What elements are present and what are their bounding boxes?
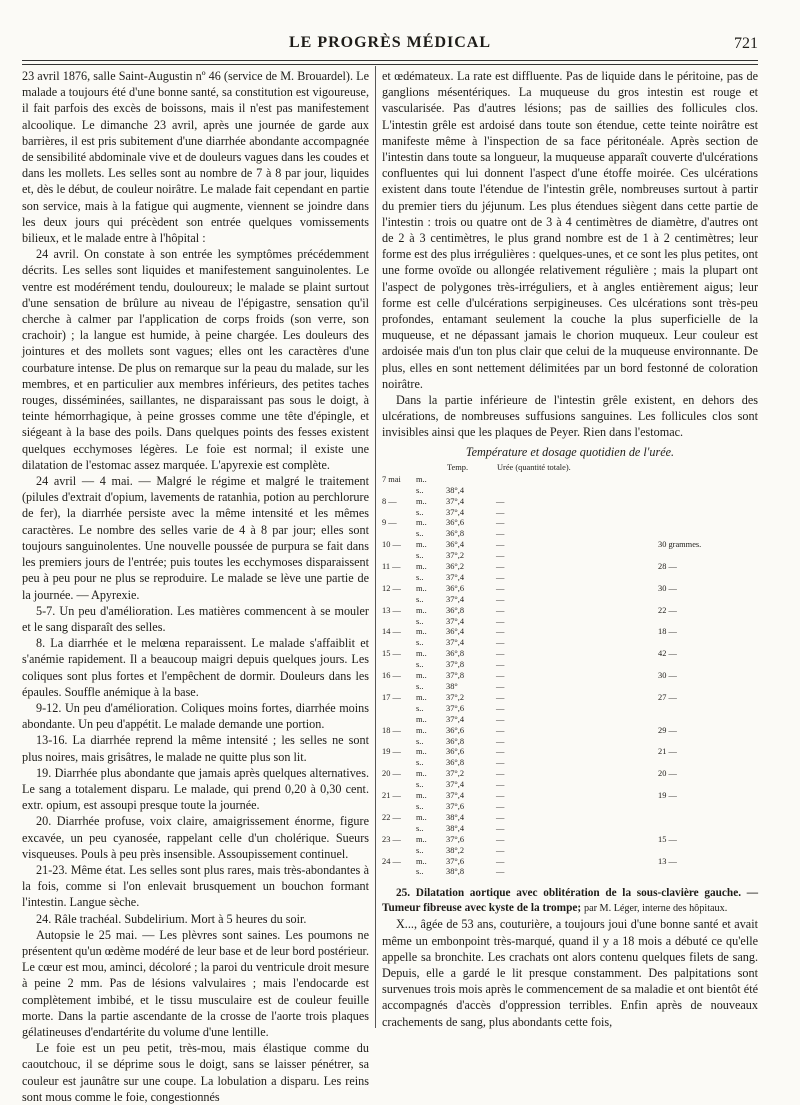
table-cell-g [658, 508, 758, 519]
column-header-urea: Urée (quantité totale). [497, 462, 571, 472]
table-cell-temp: 37°,4 [446, 780, 465, 790]
table-cell-temp: 37°,2 [446, 551, 465, 561]
table-cell-temp: 37°,4 [446, 496, 465, 506]
table-cell-g [658, 715, 758, 726]
table-cell-t: m.. [416, 856, 427, 866]
table-cell-urea: — [496, 812, 505, 822]
table-cell-t: s.. [416, 823, 424, 833]
journal-title: LE PROGRÈS MÉDICAL [288, 34, 492, 51]
table-cell-urea: — [496, 791, 505, 801]
paragraph: 13-16. La diarrhée reprend la même intensité ; les selles ne sont plus noires, mais grisâtres, le malade ne quitte plus son lit. [22, 733, 369, 764]
table-cell-day: 22 — [382, 812, 401, 822]
right-column [382, 68, 758, 1030]
table-cell-day [382, 551, 416, 562]
table-cell-t: s.. [416, 682, 424, 691]
table-cell-day: 19 — [382, 747, 401, 757]
table-row [382, 693, 758, 704]
table-row [382, 617, 758, 628]
table-cell-t: s.. [416, 758, 424, 768]
table-cell-g [658, 529, 758, 540]
table-cell-day [382, 595, 416, 606]
case-number: 25. [396, 887, 411, 900]
table-cell-urea: — [496, 801, 505, 811]
table-row [382, 508, 758, 519]
table-cell-t: m.. [416, 562, 427, 572]
page-header [22, 34, 758, 58]
table-cell-urea: — [496, 725, 505, 735]
table-cell-temp: 36°,6 [446, 583, 465, 593]
table-row [382, 529, 758, 540]
table-row [382, 747, 758, 758]
table-cell-temp: 37°,6 [446, 834, 465, 844]
table-cell-t: m.. [416, 725, 427, 735]
table-row [382, 682, 758, 693]
table-cell-temp: 37°,6 [446, 703, 465, 713]
table-cell-urea: — [496, 714, 505, 724]
table-cell-temp: 37°,8 [446, 660, 465, 670]
column-header-temp: Temp. [447, 462, 469, 472]
table-cell-urea: — [496, 594, 505, 604]
table-row [382, 726, 758, 737]
paragraph: 24. Râle trachéal. Subdelirium. Mort à 5 heures du soir. [36, 911, 307, 926]
table-cell-urea: — [496, 692, 505, 702]
page-number: 721 [734, 35, 758, 52]
table-cell-t: m.. [416, 747, 427, 757]
table-cell-temp: 36°,4 [446, 540, 465, 550]
table-cell-g [658, 846, 758, 857]
table-cell-g [658, 638, 758, 649]
table-cell-urea: — [496, 616, 505, 626]
table-row [382, 584, 758, 595]
table-cell-day [382, 846, 416, 857]
table-cell-temp: 37°,2 [446, 692, 465, 702]
table-cell-day [382, 529, 416, 540]
table-cell-g [658, 758, 758, 769]
table-row [382, 802, 758, 813]
table-cell-day [382, 758, 416, 769]
table-cell-g: 29 — [658, 725, 677, 735]
table-row [382, 769, 758, 780]
table-cell-temp: 37°,4 [446, 638, 465, 648]
table-cell-temp: 38° [446, 682, 458, 691]
table-cell-urea: — [496, 518, 505, 528]
table-cell-t: s.. [416, 660, 424, 670]
table-row [382, 671, 758, 682]
table-cell-t: m.. [416, 540, 427, 550]
table-cell-t: s.. [416, 638, 424, 648]
table-cell-urea: — [496, 649, 505, 659]
table-cell-urea: — [496, 780, 505, 790]
table-cell-g: 18 — [658, 627, 677, 637]
table-cell-temp: 36°,8 [446, 605, 465, 615]
table-cell-day [382, 704, 416, 715]
table-cell-day [382, 573, 416, 584]
table-cell-g [658, 518, 758, 529]
table-cell-temp: 37°,4 [446, 572, 465, 582]
table-cell-t: s.. [416, 507, 424, 517]
table-cell-urea: — [496, 703, 505, 713]
table-cell-day [382, 867, 416, 878]
table-cell-temp: 36°,8 [446, 758, 465, 768]
table-cell-temp: 38°,4 [446, 485, 465, 495]
table-cell-temp: 37°,4 [446, 714, 465, 724]
column-divider [375, 66, 376, 1028]
table-row [382, 497, 758, 508]
table-cell-urea: — [496, 671, 505, 681]
table-cell-g: 30 — [658, 671, 677, 681]
table-cell-t: m.. [416, 769, 427, 779]
table-cell-urea: — [496, 605, 505, 615]
table-cell-day [382, 638, 416, 649]
header-rule [22, 60, 758, 65]
table-cell-day: 16 — [382, 671, 401, 681]
table-cell-t: m.. [416, 812, 427, 822]
table-row [382, 780, 758, 791]
table-cell-urea: — [496, 660, 505, 670]
table-row [382, 813, 758, 824]
table-row [382, 475, 758, 486]
table-cell-urea: — [496, 769, 505, 779]
table-cell-g [658, 737, 758, 748]
table-cell-t: s.. [416, 572, 424, 582]
table-cell-t: m.. [416, 671, 427, 681]
table-cell-urea: — [496, 638, 505, 648]
table-cell-g: 20 — [658, 769, 677, 779]
table-cell-t: m.. [416, 649, 427, 659]
table-cell-urea: — [496, 867, 505, 877]
table-cell-urea: — [496, 834, 505, 844]
table-cell-temp: 37°,4 [446, 791, 465, 801]
table-cell-urea: — [496, 627, 505, 637]
table-title: Température et dosage quotidien de l'urée. [465, 444, 675, 459]
case-title: Dilatation aortique avec oblitération de la sous-clavière gauche. — Tumeur fibreuse avec kyste de la trompe; [382, 887, 759, 914]
table-cell-temp: 36°,6 [446, 747, 465, 757]
table-cell-temp: 38°,2 [446, 845, 465, 855]
table-cell-temp: 36°,8 [446, 736, 465, 746]
table-cell-g [658, 573, 758, 584]
table-cell-urea: — [496, 682, 505, 691]
table-cell-temp: 37°,8 [446, 671, 465, 681]
table-cell-urea: — [496, 736, 505, 746]
table-cell-urea [496, 486, 658, 497]
table-cell-g: 28 — [658, 562, 677, 572]
table-cell-urea: — [496, 758, 505, 768]
table-cell-urea: — [496, 856, 505, 866]
table-cell-day: 11 — [382, 562, 401, 572]
table-row [382, 715, 758, 726]
table-cell-urea: — [496, 507, 505, 517]
table-cell-urea: — [496, 562, 505, 572]
table-cell-temp: 37°,6 [446, 856, 465, 866]
table-cell-g [658, 475, 758, 486]
table-cell-day: 13 — [382, 605, 401, 615]
table-cell-g: 27 — [658, 692, 677, 702]
paragraph: 24 avril — 4 mai. — Malgré le régime et malgré le traitement (pilules d'extrait d'opium, lavements de ratanhia, potion au perchlorure de fer), la diarrhée persiste avec la même intensité et les mêmes caractères. Le nombre des selles varie de 4 à 8 par jour; elles sont toujours sanguinolentes. Une nouvelle poussée de purpura se fait dans les premiers jours de l'entrée; puis toutes les ecchymoses disparaissent peu à peu pour ne plus se reproduire. Le malade se lève une partie de la journée. — Apyrexie. [22, 474, 369, 602]
table-cell-temp: 38°,4 [446, 823, 465, 833]
table-cell-temp: 36°,6 [446, 518, 465, 528]
table-cell-urea: — [496, 529, 505, 539]
case-author: par M. Léger, interne des hôpitaux. [583, 902, 728, 914]
table-cell-urea [496, 475, 658, 486]
table-cell-day [382, 508, 416, 519]
table-cell-day: 21 — [382, 791, 401, 801]
paragraph: 24 avril. On constate à son entrée les symptômes précédemment décrits. Les selles sont liquides et manifestement sanguinolentes. Le ventre est modérément tendu, douloureux; le malade se plaint surtout d'une sensation de brûlure au niveau de l'épigastre, sensation qu'il cherche à calmer par l'application de corps froids (son verre, son crachoir) ; la langue est humide, à peine chargée. Les douleurs des jointures et des mollets sont vagues; elles ont les caractères d'une courbature intense. De plus on remarque sur la peau du malade, sur les membres, et en particulier aux membres inférieurs, des petites taches rouges, disséminées, saillantes, ne disparaissant pas sous le doigt, à teinte hémorrhagique, à peine grosses comme une tête d'épingle, et siégeant à la base des poils. Dans quelques points des fesses existent quelques ecchymoses légères. Le foie est normal; il existe une dilatation de l'estomac assez marquée. L'apyrexie est complète. [22, 247, 369, 472]
table-cell-day [382, 486, 416, 497]
table-cell-day: 23 — [382, 834, 401, 844]
table-row [382, 846, 758, 857]
table-cell-day: 24 — [382, 856, 401, 866]
table-cell-t: m.. [416, 518, 427, 528]
table-cell-g [658, 824, 758, 835]
table-cell-day [382, 617, 416, 628]
left-column [22, 68, 369, 1105]
paragraph: Autopsie le 25 mai. — Les plèvres sont saines. Les poumons ne présentent qu'un œdème modéré de leur base et de leur bord postérieur. Le cœur est mou, aminci, décoloré ; la paroi du ventricule droit mesure à peine 2 mm. Pas de lésions valvulaires ; mais l'endocarde est complètement imbibé, et le tissu musculaire est de couleur feuille morte. Dans la partie ascendante de la crosse de l'aorte trois plaques gélatineuses d'endartérite du volume d'une lentille. [22, 927, 369, 1039]
table-cell-t: m.. [416, 791, 427, 801]
table-cell-g [658, 551, 758, 562]
table-cell-t: m.. [416, 834, 427, 844]
table-cell-urea: — [496, 572, 505, 582]
table-cell-day: 18 — [382, 725, 401, 735]
table-cell-urea: — [496, 845, 505, 855]
table-cell-g [658, 780, 758, 791]
table-cell-urea: — [496, 747, 505, 757]
table-cell-day [382, 715, 416, 726]
table-row [382, 835, 758, 846]
table-cell-day [382, 737, 416, 748]
table-row [382, 660, 758, 671]
table-cell-urea: — [496, 551, 505, 561]
table-row [382, 540, 758, 551]
table-cell-day [382, 824, 416, 835]
table-header-row [382, 462, 758, 475]
table-cell-day: 17 — [382, 692, 401, 702]
table-cell-temp [446, 475, 496, 486]
table-cell-t: s.. [416, 736, 424, 746]
case-heading [382, 886, 758, 916]
table-row [382, 551, 758, 562]
table-cell-g: 15 — [658, 834, 677, 844]
paragraph: 23 avril 1876, salle Saint-Augustin nº 46 (service de M. Brouardel). Le malade a toujours été d'une bonne santé, sa constitution est vigoureuse, il fait parfois des excès de boissons, mais il n'est pas manifestement alcoolique. Le dimanche 23 avril, après une journée de garde aux barrières, il est pris subitement d'une diarrhée abondante accompagnée de sensibilité abdominale vive et de douleurs vagues dans les coudes et dans les mollets. Les selles sont au nombre de 7 à 8 par jour, liquides et, dès le début, de couleur noirâtre. Le malade fait cependant en partie son service, mais à la fatigue qui augmente, viennent se joindre dans les deux jours qui précèdent son entrée quelques vomissements bilieux, et le malade entre à l'hôpital : [22, 69, 369, 246]
table-cell-t: s.. [416, 867, 424, 877]
table-cell-day: 15 — [382, 649, 401, 659]
table-cell-day [382, 660, 416, 671]
table-cell-t: s.. [416, 616, 424, 626]
table-cell-t: s.. [416, 594, 424, 604]
paragraph: 9-12. Un peu d'amélioration. Coliques moins fortes, diarrhée moins abondante. Un peu d'appétit. Le malade demande une portion. [22, 700, 369, 732]
table-row [382, 486, 758, 497]
table-cell-g [658, 497, 758, 508]
table-cell-g [658, 682, 758, 693]
table-cell-g: 21 — [658, 747, 677, 757]
table-row [382, 638, 758, 649]
table-cell-temp: 37°,6 [446, 801, 465, 811]
table-cell-temp: 36°,6 [446, 725, 465, 735]
table-cell-t: s.. [416, 801, 424, 811]
table-row [382, 791, 758, 802]
table-cell-day: 14 — [382, 627, 401, 637]
table-cell-t: s.. [416, 703, 424, 713]
table-cell-urea: — [496, 496, 505, 506]
table-row [382, 627, 758, 638]
table-cell-g: 13 — [658, 856, 677, 866]
table-cell-urea: — [496, 823, 505, 833]
table-cell-g [658, 617, 758, 628]
table-cell-day: 20 — [382, 769, 401, 779]
table-cell-temp: 36°,8 [446, 529, 465, 539]
table-row [382, 649, 758, 660]
table-cell-temp: 38°,8 [446, 867, 465, 877]
table-row [382, 857, 758, 868]
table-cell-t: m.. [416, 627, 427, 637]
table-cell-g: 30 grammes. [658, 540, 702, 550]
paragraph: 19. Diarrhée plus abondante que jamais après quelques alternatives. Le sang a totalement disparu. Le malade, qui prend 0,20 à 0,30 cent. extr. opium, est assoupi presque toute la journée. [22, 765, 369, 813]
table-cell-urea: — [496, 583, 505, 593]
table-cell-g: 22 — [658, 605, 677, 615]
table-cell-t: s.. [416, 485, 424, 495]
table-row [382, 562, 758, 573]
table-row [382, 595, 758, 606]
table-cell-t: m.. [416, 605, 427, 615]
paragraph: 8. La diarrhée et le melœna reparaissent. Le malade s'affaiblit et s'anémie rapidement. Il a beaucoup maigri depuis quelques jours. Les coliques sont plus fortes et l'empêchent de dormir. Douleurs dans les épaules. Souffle anémique à la base. [22, 636, 369, 699]
table-cell-day [382, 780, 416, 791]
table-cell-g [658, 660, 758, 671]
table-cell-g: 42 — [658, 649, 677, 659]
paragraph: 5-7. Un peu d'amélioration. Les matières commencent à se mouler et le sang disparaît des selles. [22, 603, 369, 634]
table-cell-t: s.. [416, 529, 424, 539]
table-row [382, 824, 758, 835]
table-body [382, 475, 758, 879]
table-row [382, 606, 758, 617]
table-cell-g [658, 802, 758, 813]
table-cell-temp: 37°,4 [446, 507, 465, 517]
table-cell-g: 19 — [658, 791, 677, 801]
table-cell-day [382, 682, 416, 693]
table-cell-g [658, 813, 758, 824]
table-cell-day: 10 — [382, 540, 401, 550]
table-cell-temp: 36°,2 [446, 562, 465, 572]
paragraph: X..., âgée de 53 ans, couturière, a toujours joui d'une bonne santé et avait même un embonpoint très-marqué, quand il y a 18 mois a débuté ce qu'elle appelle sa bronchite. Les crachats ont alors contenu quelques filets de sang. Depuis, elle a gardé le lit presque constamment. Des palpitations sont survenues trois mois après le commencement de sa maladie et ont bientôt été accompagnés d'accès d'oppression terribles. Enfin après de nouveaux crachements de sang, plus abondants cette fois, [382, 917, 758, 1029]
table-cell-t: m.. [416, 714, 427, 724]
table-cell-day: 12 — [382, 583, 401, 593]
table-cell-g: 30 — [658, 583, 677, 593]
table-row [382, 867, 758, 878]
table-row [382, 573, 758, 584]
table-cell-temp: 36°,8 [446, 649, 465, 659]
table-cell-t: m.. [416, 692, 427, 702]
table-cell-g [658, 486, 758, 497]
table-cell-t: s.. [416, 845, 424, 855]
table-row [382, 518, 758, 529]
table-cell-temp: 37°,4 [446, 594, 465, 604]
table-cell-t: m.. [416, 496, 427, 506]
paragraph: 21-23. Même état. Les selles sont plus rares, mais très-abondantes à la fois, comme si l'on enlevait brusquement un bouchon formant l'intestin. Langue sèche. [22, 862, 369, 910]
table-cell-temp: 37°,4 [446, 616, 465, 626]
table-cell-t: s.. [416, 551, 424, 561]
table-cell-day: 9 — [382, 518, 397, 528]
paragraph: et œdémateux. La rate est diffluente. Pas de liquide dans le péritoine, pas de ganglions mésentériques. La muqueuse du gros intestin est rouge et vascularisée. Pas d'autres lésions; pas de saillies des follicules clos. L'intestin grêle est ardoisé dans toute son étendue, cette teinte noirâtre est manifeste même à l'inspection de sa face péritonéale. Après section de l'intestin dans toute sa longueur, la muqueuse apparaît couverte d'ulcérations confluentes qui lui donnent l'aspect d'une étoffe moirée. Ces ulcérations existent dans toute l'étendue de l'intestin grêle, nombreuses surtout à partir du premier tiers du jéjunum. Les plus étendues siègent dans cette partie de l'intestin : trois ou quatre ont de 3 à 4 centimètres de diamètre, d'autres ont de 2 à 3 centimètres, le plus grand nombre est de 1 à 2 centimètres; leur forme est des plus irrégulières : quelques-unes, et ce sont les plus petites, ont une forme ovoïde ou allongée relativement régulière ; mais la plupart ont l'aspect de polygones très-irréguliers, et à angles entièrement aigus; leur forme est celle d'ulcérations serpigineuses. Ces ulcérations sont très-peu profondes, entamant seulement la couche la plus superficielle de la muqueuse, et ne dépassant jamais le chorion muqueux. Leur couleur est ardoisée mais d'un ton plus clair que celui de la muqueuse environnante. De plus, elles en sont nettement délimitées par un bord festonné de coloration noirâtre. [382, 69, 758, 391]
table-cell-day: 8 — [382, 496, 397, 506]
table-cell-temp: 37°,2 [446, 769, 465, 779]
table-row [382, 758, 758, 769]
table-cell-day: 7 mai [382, 474, 401, 484]
table-cell-t: s.. [416, 780, 424, 790]
table-cell-t: m.. [416, 583, 427, 593]
table-cell-t: m.. [416, 474, 427, 484]
table-row [382, 704, 758, 715]
temperature-urea-table [382, 462, 758, 878]
table-cell-temp: 36°,4 [446, 627, 465, 637]
paragraph: 20. Diarrhée profuse, voix claire, amaigrissement énorme, figure excavée, un peu cyanosée, rappelant celle d'un cholérique. Sueurs visqueuses. Pouls à peu près insensible. Assoupissement continuel. [22, 814, 369, 861]
paragraph: Dans la partie inférieure de l'intestin grêle existent, en dehors des ulcérations, de nombreuses suffusions sanguines. Les follicules clos sont invisibles ainsi que les plaques de Peyer. Rien dans l'estomac. [382, 393, 758, 440]
table-cell-g [658, 704, 758, 715]
table-cell-temp: 38°,4 [446, 812, 465, 822]
paragraph: Le foie est un peu petit, très-mou, mais élastique comme du caoutchouc, il se déprime sous le doigt, sans se laisser pénétrer, sa couleur est jaunâtre sur une coupe. La lobulation a disparu. Les reins sont mous comme le foie, congestionnés [22, 1041, 369, 1104]
table-row [382, 737, 758, 748]
table-cell-g [658, 867, 758, 878]
table-cell-g [658, 595, 758, 606]
table-cell-urea: — [496, 540, 505, 550]
table-cell-day [382, 802, 416, 813]
